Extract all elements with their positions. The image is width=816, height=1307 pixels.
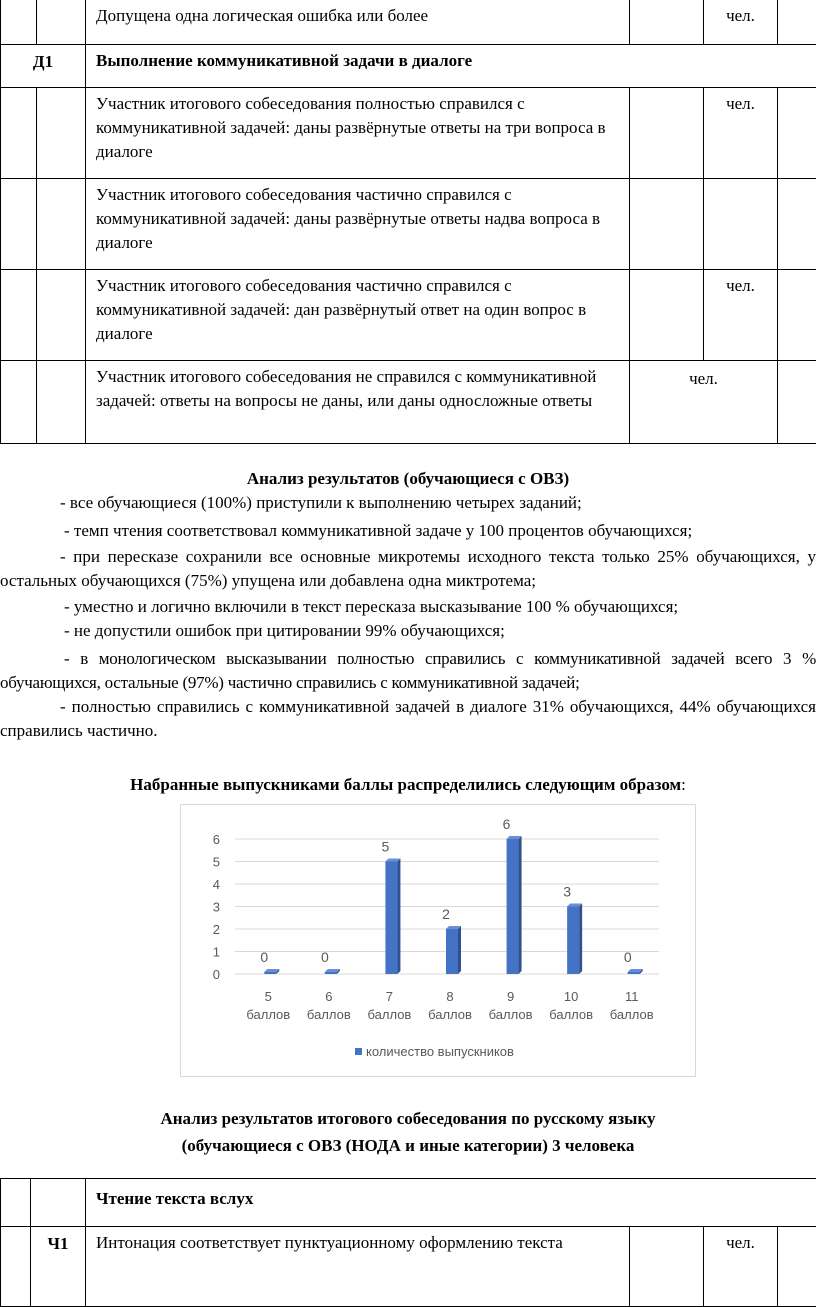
percent-cell bbox=[778, 179, 816, 270]
x-tick-label: 5 bbox=[265, 989, 272, 1004]
data-label: 3 bbox=[563, 884, 571, 900]
analysis-item: - при пересказе сохранили все основные микротемы исходного текста только 25% обучающихся, у остальных обучающихся (75%) упущена или добавлена одна миктротема; bbox=[0, 545, 816, 593]
data-label: 0 bbox=[321, 949, 329, 965]
data-label: 0 bbox=[260, 949, 268, 965]
y-tick-label: 3 bbox=[213, 900, 220, 915]
y-tick-label: 1 bbox=[213, 945, 220, 960]
results-table-dialogue bbox=[0, 0, 816, 444]
table-row bbox=[1, 0, 816, 45]
x-tick-label-unit: баллов bbox=[246, 1007, 290, 1022]
value-cell bbox=[630, 88, 704, 179]
criterion-text: Участник итогового собеседования полностью справился с коммуникативной задачей: даны развёрнутые ответы на три вопроса в диалоге bbox=[86, 88, 630, 179]
empty-cell bbox=[37, 270, 86, 361]
empty-cell bbox=[1, 0, 37, 45]
row-number: Ч1 bbox=[31, 1227, 86, 1307]
empty-cell bbox=[1, 361, 37, 444]
bar-side bbox=[579, 904, 582, 975]
percent-cell bbox=[778, 361, 816, 444]
x-tick-label: 9 bbox=[507, 989, 514, 1004]
empty-cell bbox=[31, 1179, 86, 1227]
y-tick-label: 4 bbox=[213, 877, 220, 892]
table-row bbox=[1, 1179, 816, 1227]
analysis-item: - полностью справились с коммуникативной задачей в диалоге 31% обучающихся, 44% обучающихся справились частично. bbox=[0, 695, 816, 743]
percent-cell bbox=[778, 88, 816, 179]
bar bbox=[628, 972, 640, 974]
data-label: 0 bbox=[624, 949, 632, 965]
legend-label: количество выпускников bbox=[366, 1044, 514, 1059]
bar bbox=[325, 972, 337, 974]
criterion-text: Допущена одна логическая ошибка или более bbox=[86, 0, 630, 45]
unit-label: чел. bbox=[630, 361, 778, 444]
bar bbox=[446, 929, 458, 974]
x-tick-label-unit: баллов bbox=[489, 1007, 533, 1022]
empty-cell bbox=[1, 88, 37, 179]
analysis-item: - уместно и логично включили в текст пересказа высказывание 100 % обучающихся; bbox=[0, 595, 816, 619]
percent-cell bbox=[778, 270, 816, 361]
scores-bar-chart bbox=[180, 804, 696, 1077]
y-tick-label: 0 bbox=[213, 967, 220, 982]
table-row bbox=[1, 270, 816, 361]
table-row bbox=[1, 361, 816, 444]
bar-side bbox=[519, 836, 522, 974]
bar bbox=[264, 972, 276, 974]
unit-label: чел. bbox=[704, 88, 778, 179]
table-row bbox=[1, 45, 816, 88]
table-row bbox=[1, 88, 816, 179]
y-tick-label: 6 bbox=[213, 832, 220, 847]
section-title: Чтение текста вслух bbox=[86, 1179, 816, 1227]
analysis-item: - в монологическом высказывании полностью справились с коммуникативной задачей всего 3 % обучающихся, остальные (97%) частично справились с коммуникативной задачей; bbox=[0, 647, 816, 695]
row-number bbox=[37, 0, 86, 45]
value-cell bbox=[630, 0, 704, 45]
bar bbox=[507, 839, 519, 974]
analysis-item: - все обучающиеся (100%) приступили к выполнению четырех заданий; bbox=[0, 491, 816, 515]
results-table-reading bbox=[0, 1178, 816, 1307]
percent-cell bbox=[778, 1227, 816, 1307]
unit-label bbox=[704, 179, 778, 270]
empty-cell bbox=[1, 1179, 31, 1227]
y-tick-label: 5 bbox=[213, 855, 220, 870]
x-tick-label: 10 bbox=[564, 989, 578, 1004]
x-tick-label-unit: баллов bbox=[368, 1007, 412, 1022]
bar bbox=[385, 862, 397, 975]
bar bbox=[567, 907, 579, 975]
x-tick-label-unit: баллов bbox=[549, 1007, 593, 1022]
unit-label: чел. bbox=[704, 270, 778, 361]
bar-side bbox=[458, 926, 461, 974]
distribution-heading bbox=[0, 773, 816, 797]
criterion-text: Интонация соответствует пунктуационному оформлению текста bbox=[86, 1227, 630, 1307]
analysis2-title-line1: Анализ результатов итогового собеседования по русскому языку bbox=[0, 1107, 816, 1131]
criterion-text: Участник итогового собеседования частично справился с коммуникативной задачей: даны развёрнутые ответы надва вопроса в диалоге bbox=[86, 179, 630, 270]
x-tick-label: 7 bbox=[386, 989, 393, 1004]
data-label: 5 bbox=[382, 839, 390, 855]
data-label: 6 bbox=[503, 816, 511, 832]
x-tick-label: 6 bbox=[325, 989, 332, 1004]
table-row bbox=[1, 1227, 816, 1307]
value-cell bbox=[630, 179, 704, 270]
heading-colon: : bbox=[681, 775, 686, 794]
distribution-heading-text: Набранные выпускниками баллы распределились следующим образом bbox=[130, 775, 681, 794]
table-row bbox=[1, 179, 816, 270]
empty-cell bbox=[1, 270, 37, 361]
bar-side bbox=[397, 859, 400, 975]
x-tick-label-unit: баллов bbox=[428, 1007, 472, 1022]
empty-cell bbox=[1, 179, 37, 270]
data-label: 2 bbox=[442, 906, 450, 922]
x-tick-label: 11 bbox=[625, 989, 639, 1004]
value-cell bbox=[630, 1227, 704, 1307]
x-tick-label-unit: баллов bbox=[307, 1007, 351, 1022]
unit-label: чел. bbox=[704, 1227, 778, 1307]
x-tick-label-unit: баллов bbox=[610, 1007, 654, 1022]
empty-cell bbox=[37, 88, 86, 179]
empty-cell bbox=[1, 1227, 31, 1307]
unit-label: чел. bbox=[704, 0, 778, 45]
x-tick-label: 8 bbox=[446, 989, 453, 1004]
empty-cell bbox=[37, 361, 86, 444]
chart-canvas bbox=[181, 805, 697, 1078]
row-number: Д1 bbox=[1, 45, 86, 88]
percent-cell bbox=[778, 0, 816, 45]
analysis-title: Анализ результатов (обучающиеся с ОВЗ) bbox=[0, 467, 816, 491]
criterion-text: Участник итогового собеседования частично справился с коммуникативной задачей: дан развёрнутый ответ на один вопрос в диалоге bbox=[86, 270, 630, 361]
analysis-item: - не допустили ошибок при цитировании 99% обучающихся; bbox=[0, 619, 816, 643]
criterion-text: Участник итогового собеседования не справился с коммуникативной задачей: ответы на вопросы не даны, или даны односложные ответы bbox=[86, 361, 630, 444]
section-title: Выполнение коммуникативной задачи в диалоге bbox=[86, 45, 816, 88]
analysis-item: - темп чтения соответствовал коммуникативной задаче у 100 процентов обучающихся; bbox=[0, 519, 816, 543]
empty-cell bbox=[37, 179, 86, 270]
legend-swatch bbox=[355, 1048, 362, 1055]
y-tick-label: 2 bbox=[213, 922, 220, 937]
value-cell bbox=[630, 270, 704, 361]
analysis2-title-line2: (обучающиеся с ОВЗ (НОДА и иные категории) 3 человека bbox=[0, 1134, 816, 1158]
